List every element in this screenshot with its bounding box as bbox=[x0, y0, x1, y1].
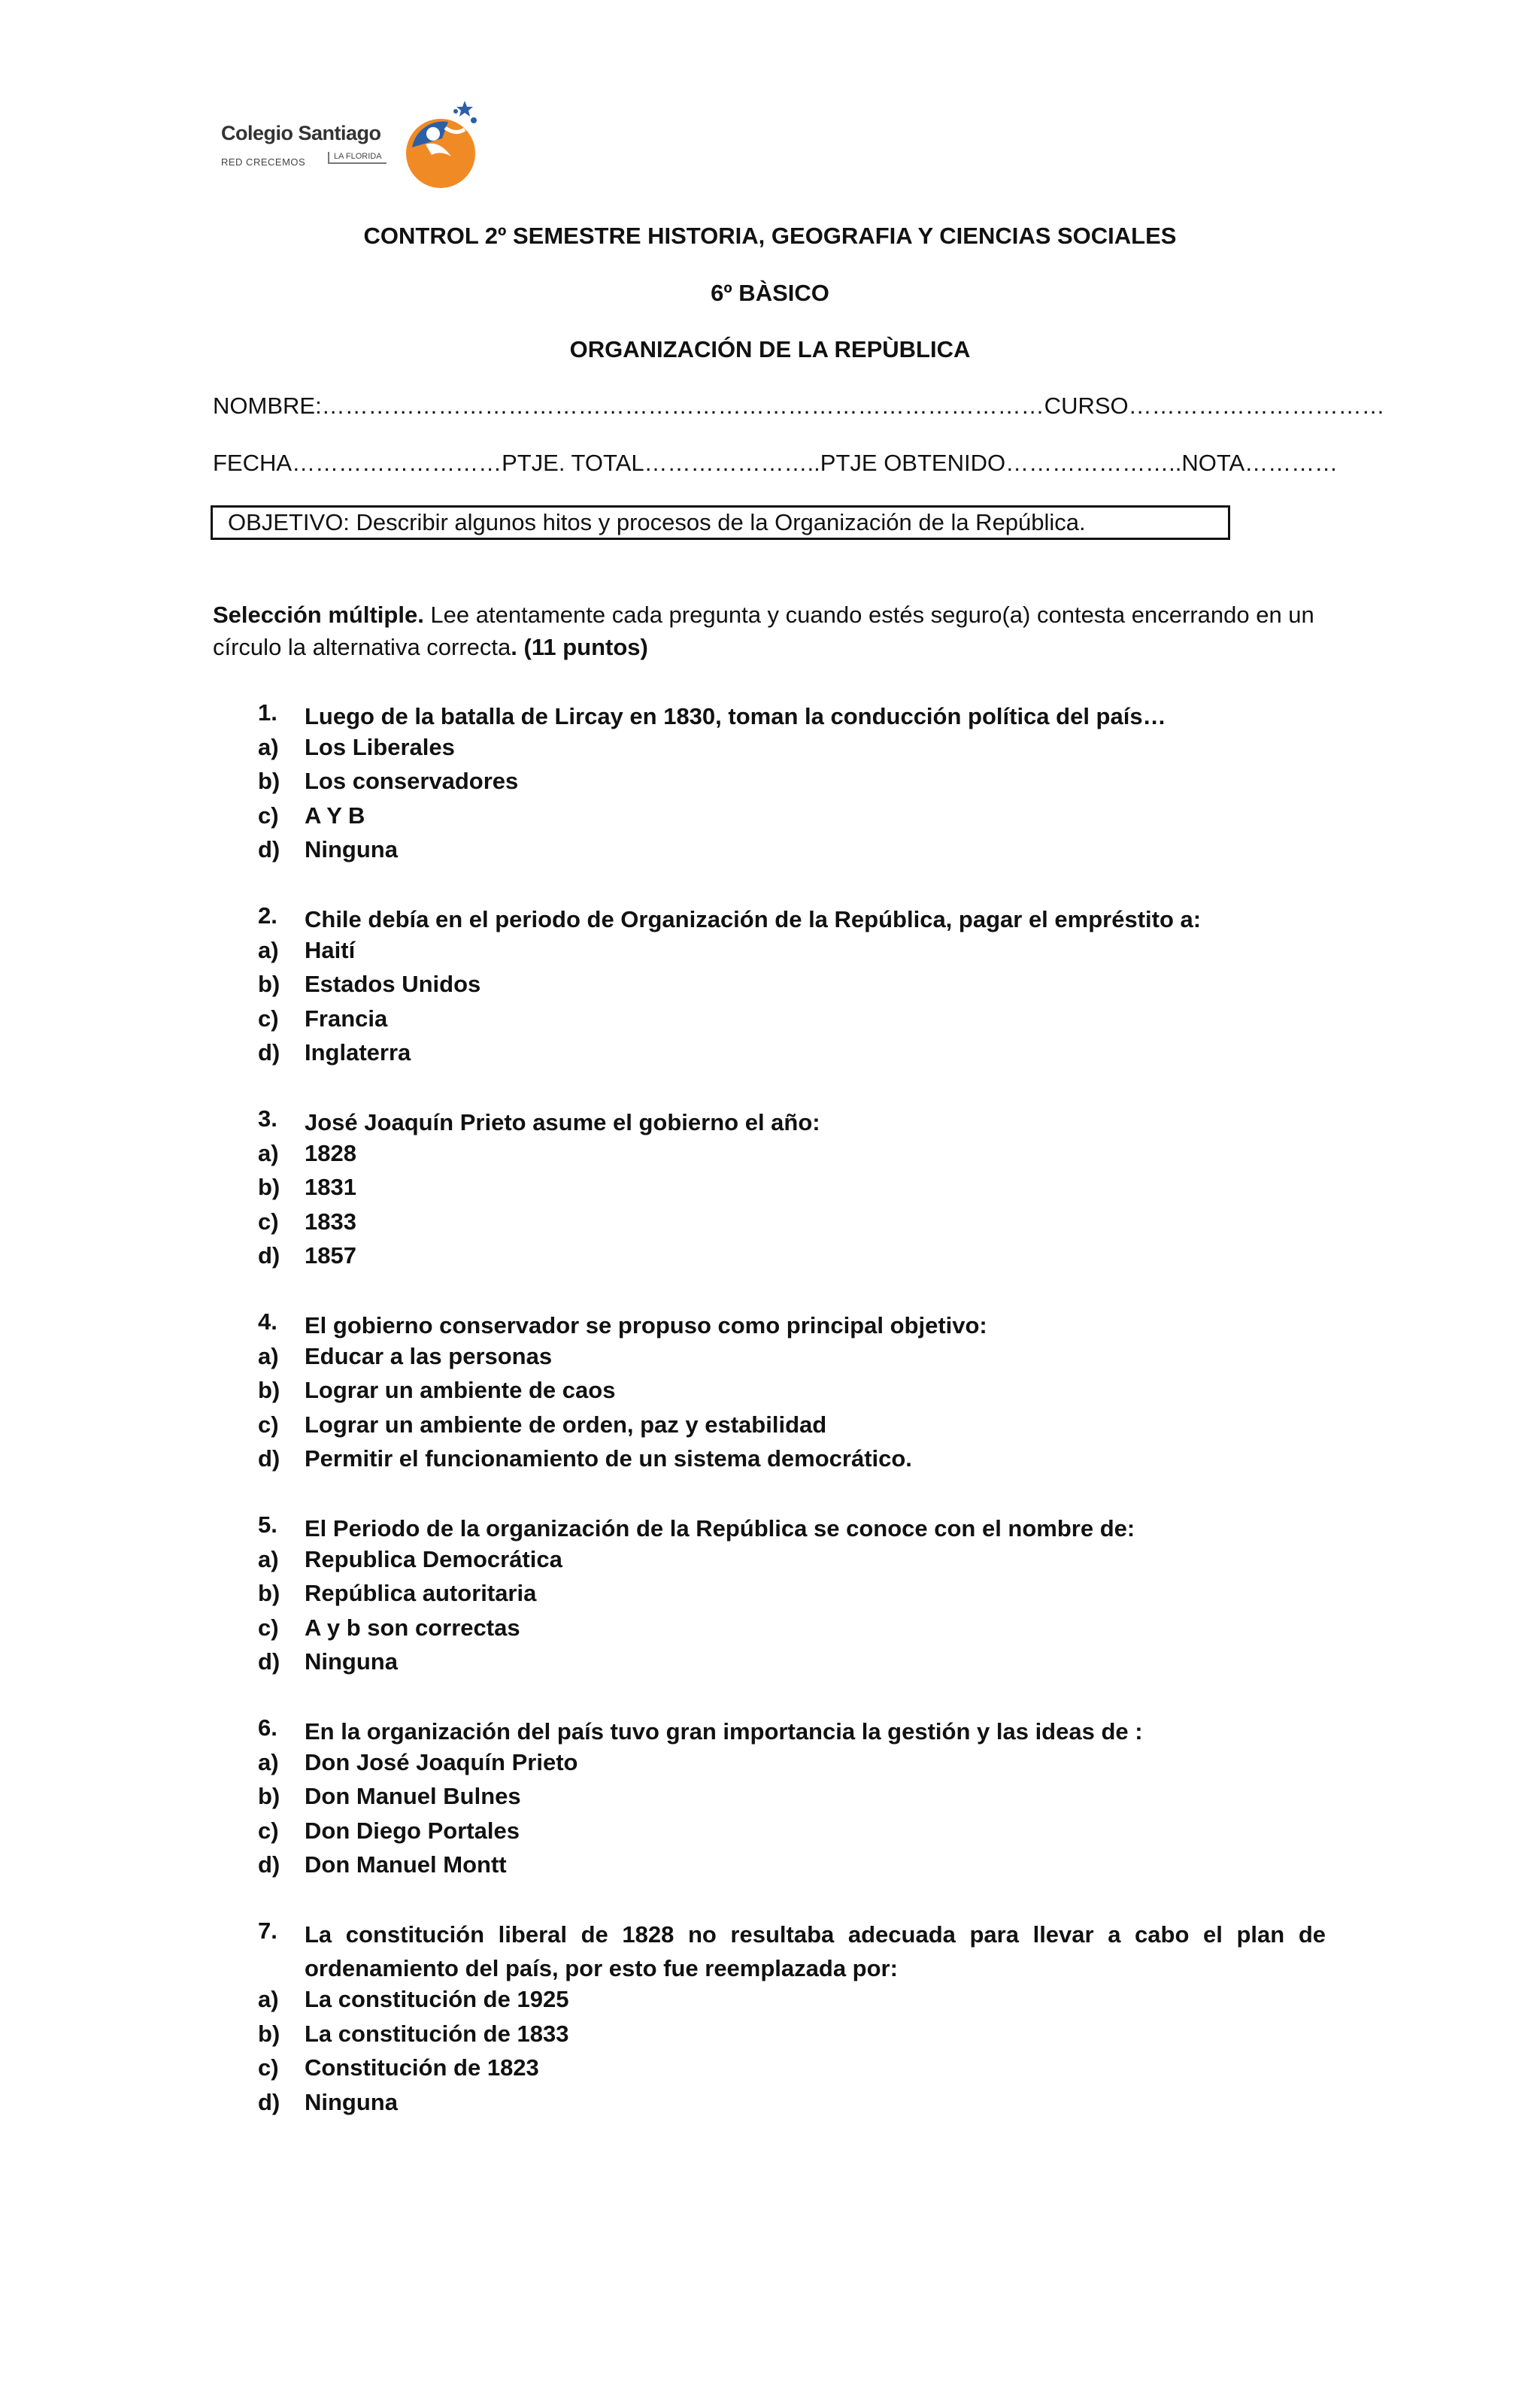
answer-option[interactable] bbox=[258, 1986, 568, 2013]
answer-option[interactable] bbox=[258, 1140, 356, 1167]
nombre-curso-field[interactable]: NOMBRE:…………………………………………………………………………………CURSO…………………………… bbox=[213, 393, 1385, 419]
option-text: Permitir el funcionamiento de un sistema democrático. bbox=[305, 1445, 912, 1472]
answer-option[interactable] bbox=[258, 2021, 568, 2048]
option-letter: c) bbox=[258, 1005, 279, 1032]
logo-name: Colegio Santiago bbox=[221, 122, 381, 144]
answer-option[interactable] bbox=[258, 768, 518, 795]
question-number: 5. bbox=[258, 1511, 277, 1538]
option-letter: a) bbox=[258, 1342, 279, 1369]
question-text: La constitución liberal de 1828 no resultaba adecuada para llevar a cabo el plan de ordenamiento del país, por esto fue reemplazada por: bbox=[305, 1921, 1326, 1981]
option-letter: c) bbox=[258, 1208, 279, 1235]
option-letter: a) bbox=[258, 1545, 279, 1572]
option-text: Ninguna bbox=[305, 1648, 398, 1675]
answer-option[interactable] bbox=[258, 1005, 387, 1032]
option-text: Lograr un ambiente de caos bbox=[305, 1377, 616, 1403]
option-text: Los Liberales bbox=[305, 733, 455, 760]
logo-subtitle: RED CRECEMOS bbox=[221, 156, 306, 168]
answer-option[interactable] bbox=[258, 1783, 521, 1810]
answer-option[interactable] bbox=[258, 971, 480, 998]
option-text: La constitución de 1925 bbox=[305, 1986, 569, 2012]
option-text: Don José Joaquín Prieto bbox=[305, 1748, 578, 1775]
answer-option[interactable] bbox=[258, 1039, 411, 1066]
option-letter: b) bbox=[258, 768, 280, 794]
question-7 bbox=[258, 1918, 1326, 1985]
option-text: Educar a las personas bbox=[305, 1342, 553, 1369]
question-number: 3. bbox=[258, 1105, 277, 1132]
instructions-text: Lee atentamente cada pregunta y cuando estés seguro(a) contesta encerrando en un círculo la alternativa correcta bbox=[213, 602, 1314, 660]
option-text: Don Manuel Montt bbox=[305, 1851, 507, 1878]
question-2 bbox=[258, 902, 1326, 936]
option-letter: a) bbox=[258, 733, 279, 760]
answer-option[interactable] bbox=[258, 1817, 520, 1845]
option-letter: c) bbox=[258, 802, 279, 829]
logo-location: LA FLORIDA bbox=[328, 152, 387, 164]
question-number: 6. bbox=[258, 1714, 277, 1741]
answer-option[interactable] bbox=[258, 1614, 520, 1642]
option-letter: b) bbox=[258, 1580, 280, 1606]
objective-box: OBJETIVO: Describir algunos hitos y procesos de la Organización de la República. bbox=[211, 505, 1230, 540]
question-text: José Joaquín Prieto asume el gobierno el año: bbox=[305, 1109, 820, 1135]
question-1 bbox=[258, 699, 1326, 733]
option-text: Republica Democrática bbox=[305, 1545, 562, 1572]
option-letter: d) bbox=[258, 2088, 280, 2115]
question-5 bbox=[258, 1511, 1326, 1545]
answer-option[interactable] bbox=[258, 1749, 578, 1776]
instructions bbox=[213, 599, 1326, 663]
question-text: El Periodo de la organización de la República se conoce con el nombre de: bbox=[305, 1515, 1135, 1542]
answer-option[interactable] bbox=[258, 2089, 398, 2116]
option-letter: b) bbox=[258, 1783, 280, 1809]
grade-title: 6º BÀSICO bbox=[711, 280, 829, 306]
option-text: 1828 bbox=[305, 1139, 356, 1166]
question-number: 7. bbox=[258, 1918, 277, 1944]
option-text: Estados Unidos bbox=[305, 971, 481, 997]
option-text: 1831 bbox=[305, 1174, 356, 1200]
option-letter: a) bbox=[258, 936, 279, 963]
exam-title: CONTROL 2º SEMESTRE HISTORIA, GEOGRAFIA Y CIENCIAS SOCIALES bbox=[363, 223, 1177, 249]
answer-option[interactable] bbox=[258, 937, 355, 964]
option-letter: c) bbox=[258, 1614, 279, 1641]
option-letter: d) bbox=[258, 1648, 280, 1675]
option-text: República autoritaria bbox=[305, 1580, 537, 1606]
option-letter: a) bbox=[258, 1139, 279, 1166]
option-text: A Y B bbox=[305, 802, 365, 829]
option-text: Don Manuel Bulnes bbox=[305, 1783, 521, 1809]
question-3 bbox=[258, 1105, 1326, 1139]
option-text: Inglaterra bbox=[305, 1039, 411, 1066]
question-number: 4. bbox=[258, 1308, 277, 1335]
option-letter: b) bbox=[258, 1174, 280, 1200]
answer-option[interactable] bbox=[258, 1580, 536, 1607]
option-letter: d) bbox=[258, 836, 280, 863]
fecha-puntaje-field[interactable]: FECHA………………………PTJE. TOTAL…………………..PTJE OBTENIDO…………………..NOTA………… bbox=[213, 450, 1338, 476]
answer-option[interactable] bbox=[258, 1445, 912, 1472]
question-6 bbox=[258, 1714, 1326, 1748]
question-number: 2. bbox=[258, 902, 277, 929]
question-text: En la organización del país tuvo gran importancia la gestión y las ideas de : bbox=[305, 1718, 1143, 1745]
option-text: A y b son correctas bbox=[305, 1614, 520, 1641]
option-letter: a) bbox=[258, 1748, 279, 1775]
answer-option[interactable] bbox=[258, 1648, 398, 1675]
instructions-points: . (11 puntos) bbox=[511, 634, 648, 660]
question-text: Chile debía en el periodo de Organización de la República, pagar el empréstito a: bbox=[305, 906, 1202, 932]
option-letter: d) bbox=[258, 1242, 280, 1269]
instructions-label: Selección múltiple. bbox=[213, 602, 424, 628]
school-logo bbox=[215, 95, 486, 193]
option-letter: c) bbox=[258, 1411, 279, 1438]
option-text: Los conservadores bbox=[305, 768, 519, 794]
option-letter: c) bbox=[258, 2054, 279, 2081]
option-letter: a) bbox=[258, 1986, 279, 2012]
answer-option[interactable] bbox=[258, 1851, 507, 1878]
option-text: Ninguna bbox=[305, 2088, 398, 2115]
option-letter: b) bbox=[258, 2020, 280, 2047]
option-text: Don Diego Portales bbox=[305, 1817, 520, 1844]
option-text: 1857 bbox=[305, 1242, 356, 1269]
question-4 bbox=[258, 1308, 1326, 1342]
option-text: La constitución de 1833 bbox=[305, 2020, 569, 2047]
topic-title: ORGANIZACIÓN DE LA REPÙBLICA bbox=[569, 336, 971, 362]
answer-option[interactable] bbox=[258, 1343, 552, 1370]
question-number: 1. bbox=[258, 699, 277, 726]
answer-option[interactable] bbox=[258, 1174, 356, 1201]
option-letter: d) bbox=[258, 1445, 280, 1472]
option-text: Lograr un ambiente de orden, paz y estabilidad bbox=[305, 1411, 827, 1438]
answer-option[interactable] bbox=[258, 802, 365, 829]
answer-option[interactable] bbox=[258, 2054, 539, 2081]
option-letter: d) bbox=[258, 1851, 280, 1878]
question-text: Luego de la batalla de Lircay en 1830, toman la conducción política del país… bbox=[305, 703, 1166, 729]
option-text: Francia bbox=[305, 1005, 388, 1032]
answer-option[interactable] bbox=[258, 1377, 615, 1404]
option-text: 1833 bbox=[305, 1208, 356, 1235]
option-letter: b) bbox=[258, 1377, 280, 1403]
answer-option[interactable] bbox=[258, 734, 455, 761]
question-text: El gobierno conservador se propuso como principal objetivo: bbox=[305, 1312, 987, 1338]
option-text: Ninguna bbox=[305, 836, 398, 863]
answer-option[interactable] bbox=[258, 1546, 562, 1573]
option-letter: d) bbox=[258, 1039, 280, 1066]
option-text: Haití bbox=[305, 936, 356, 963]
logo-emblem-icon bbox=[396, 95, 486, 193]
option-text: Constitución de 1823 bbox=[305, 2054, 539, 2081]
option-letter: c) bbox=[258, 1817, 279, 1844]
answer-option[interactable] bbox=[258, 1411, 826, 1439]
answer-option[interactable] bbox=[258, 836, 398, 863]
answer-option[interactable] bbox=[258, 1242, 356, 1269]
answer-option[interactable] bbox=[258, 1208, 356, 1235]
option-letter: b) bbox=[258, 971, 280, 997]
